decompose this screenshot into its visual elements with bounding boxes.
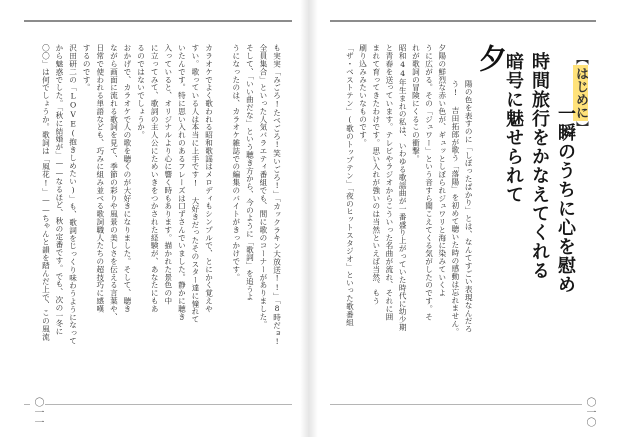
body-column: 刷り込みみたいなものです。 xyxy=(358,44,368,147)
body-column: 全員集合」といった人気バラエティ番組でも、間に歌のコーナーがありました。 xyxy=(258,44,268,329)
left-bottom-rule xyxy=(24,404,292,405)
body-column: 〇〇」は何でしょうか。歌詞は「風花!」——ちゃんと韻を踏んだ上で、この風流 xyxy=(41,44,51,341)
drop-initial: 夕 xyxy=(475,44,508,72)
body-column: するのです。 xyxy=(82,44,92,92)
title-line-2: 時間旅行をかなえてくれる xyxy=(529,52,550,280)
body-column: も実実「みごろ!たべごろ!笑いごろ!」「カックラキン大放送!!」「8時だョ! xyxy=(272,44,282,347)
body-column: に立ってみて、歌詞の主人公にためいきをつかされた経験が、あなたにもあ xyxy=(150,44,160,313)
body-column: るのではないでしょうか。 xyxy=(136,44,146,139)
body-column: 昭和44年生まれの私は、いわゆる歌謡曲が一番盛り上がっていた時代に幼少期 xyxy=(398,44,408,332)
section-label-text: はじめに xyxy=(573,67,588,119)
body-column: おかげで、カラオケで人の歌を聴くのが大好きになりました。そして、聴き xyxy=(122,44,132,313)
body-column: いたんです。特に思い入れのあるフレーズは口ずさんでいました。静かに聴き xyxy=(177,44,187,321)
section-label: 【はじめに】 xyxy=(573,52,588,134)
body-column: 沢田研二の「LOVE(抱きしめたい)」も、歌詞をじっくり味わうようになって xyxy=(68,44,78,345)
body-column: うになったのは、カラオケ雑誌での編集のバイトがきっかけです。 xyxy=(231,44,241,281)
right-top-rule xyxy=(330,20,596,22)
body-column: カラオケでよく歌われる昭和歌謡はメロディもシンプルで、とにかく覚えや xyxy=(204,44,214,313)
body-column: れが歌詞の冒険にくるこの衝撃。 xyxy=(411,44,421,163)
body-column: から魅惑でした。「秋に結婚が」——なるほど、秋の定番です。でも、次の一冬に xyxy=(54,44,64,336)
left-top-rule xyxy=(24,20,292,22)
body-column: 入っていると、オリジナルより心に響く時もあります。描かれた景色の中 xyxy=(163,44,173,305)
body-column: 夕陽の鮮烈な赤い色が、ギュッとしぼられジュワリと海に染みていくよ xyxy=(437,44,447,297)
body-column: と青春を送っています。テレビやラジオからこういった名曲が流れ、それに囲 xyxy=(384,44,394,321)
body-column: う! 吉田拓郎が歌う「落陽」を初めて聴いた時の感動は忘れません。 xyxy=(450,80,460,336)
right-page-number: 〇一〇 xyxy=(584,397,595,427)
body-column: 日常で使われる単語なども、巧みに組み並べる歌詞職人たちの超技巧に感嘆 xyxy=(95,44,105,313)
left-page-number: 〇一一 xyxy=(32,397,43,427)
body-column: まれて育ってきたわけです。思い入れが強いのは当然といえば当然、もう xyxy=(371,44,381,305)
title-line-3: 暗号に魅せられて xyxy=(503,52,524,204)
title-line-1: 一瞬のうちに心を慰め xyxy=(555,104,576,294)
body-column: うに広がる。その「ジュワー」という音すら聞こえてくる気がしたのです。そ xyxy=(424,44,434,321)
body-column: 陽の色を表すのに「しぼったばかり」とは、なんてすごい表現なんだろ xyxy=(464,80,474,333)
body-column: ながら画面に流れる歌詞を見て、季節の彩りや風景の美しさを伝える言葉や、 xyxy=(109,44,119,321)
body-column: 「ザ・ベストテン」(歌のトップテン」「夜のヒットスタジオ」といった歌番組 xyxy=(345,44,355,326)
body-column: すい。歌っている人は本当に上手です! 大好きだったそのスター達に憧れて xyxy=(190,44,200,324)
right-bottom-rule xyxy=(330,404,596,405)
body-column: そして、「いい曲だな」という聴き方から、今のように「歌詞」を追うよ xyxy=(245,44,255,301)
body-column xyxy=(217,44,230,374)
